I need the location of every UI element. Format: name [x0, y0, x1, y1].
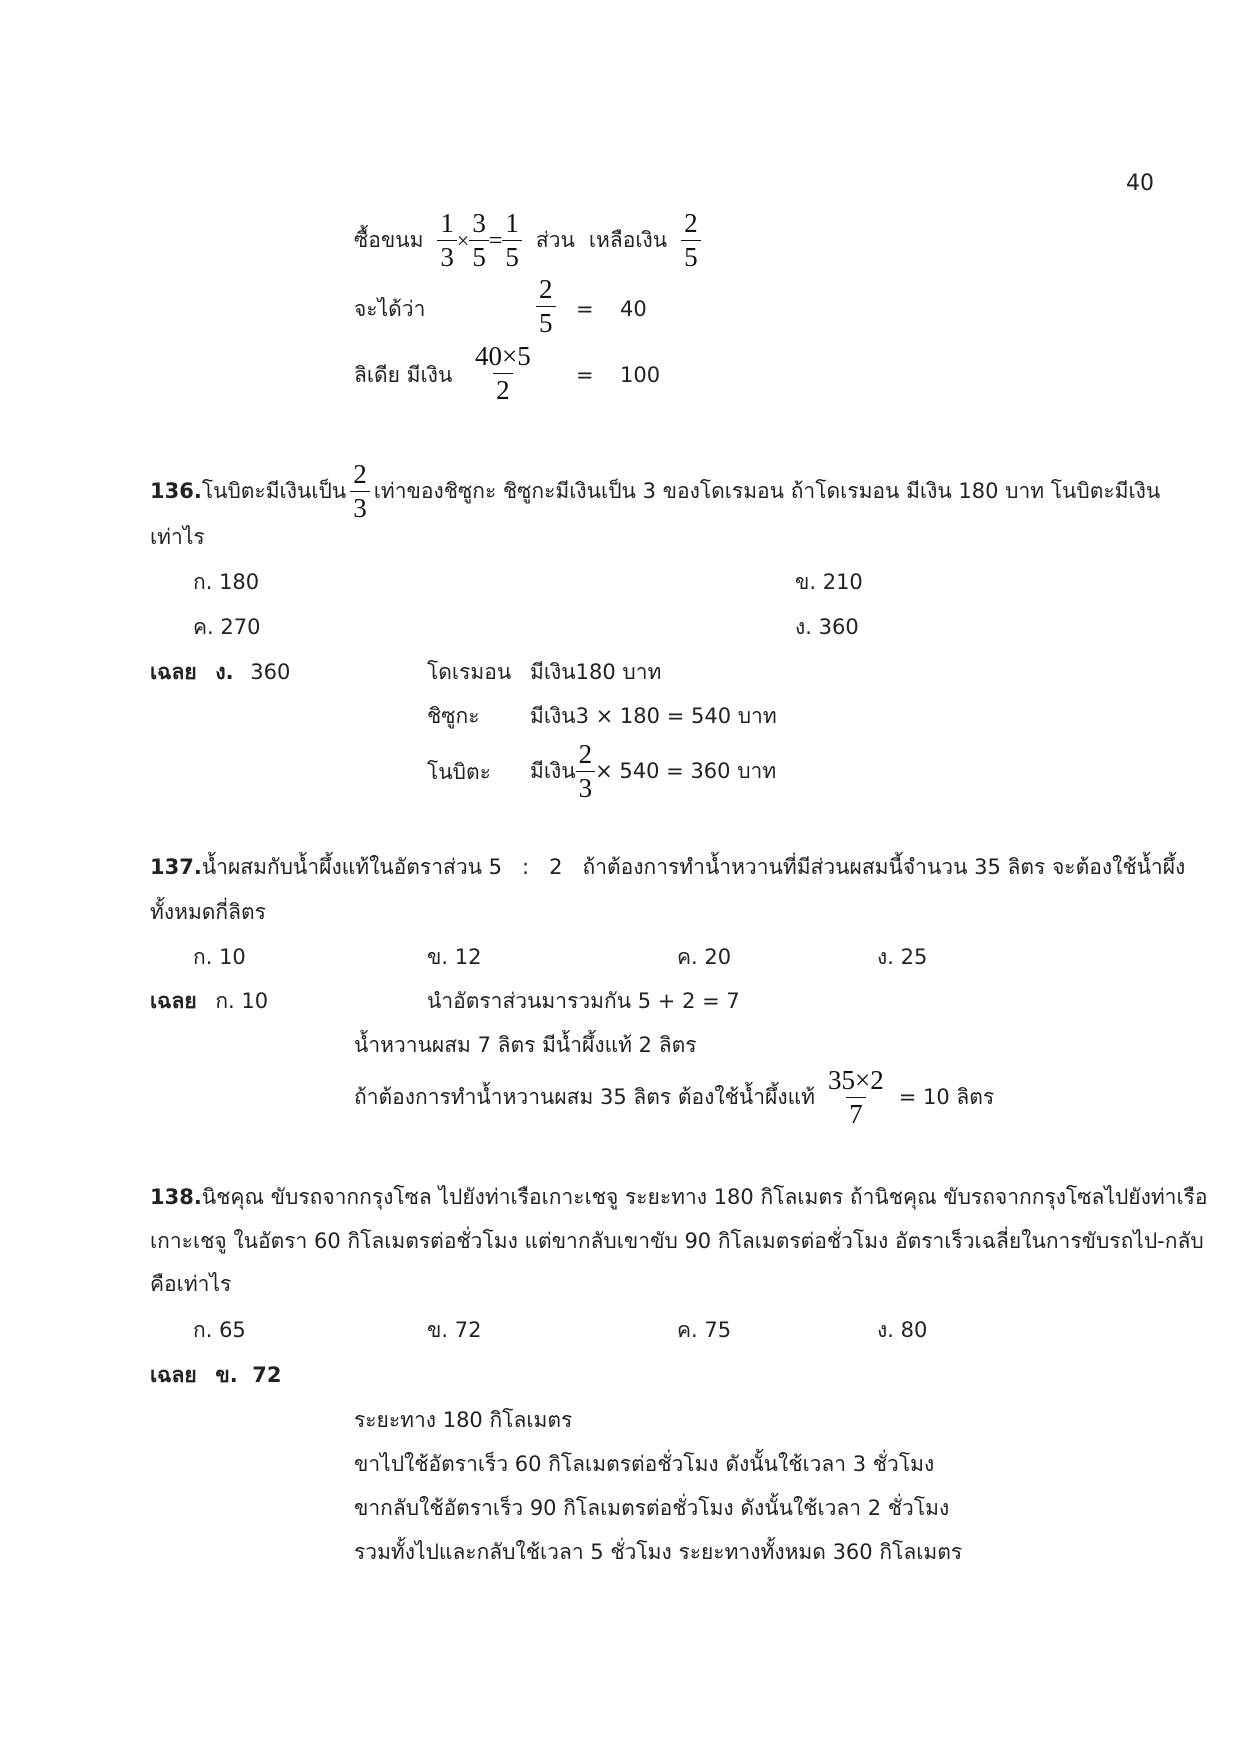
choice-d: ง. 360	[795, 615, 859, 639]
choice-a: ก. 180	[193, 570, 260, 594]
answer-value: ข. 72	[215, 1363, 282, 1387]
question-136	[150, 461, 1160, 522]
work-line: ถ้าต้องการทำน้ำหวานผสม 35 ลิตร ต้องใช้น้ำผึ้งแท้ $\frac{35\times 2}{7}$ = 10 ลิตร	[354, 1065, 995, 1129]
top-work-line-3-fraction: $\frac{40\times 5}{2}$	[475, 341, 531, 405]
top-work-line-1	[354, 210, 701, 271]
question-text-cont: คือเท่าไร	[150, 1272, 232, 1296]
fraction: $\frac{1}{5}$	[502, 210, 522, 271]
page-number: 40	[1126, 171, 1154, 196]
work-calc: มีเงิน $\frac{2}{3}$ × 540 = 360 บาท	[530, 739, 777, 803]
question-fraction: $\frac{2}{3}$	[350, 461, 370, 522]
top-work-line-2-fraction: $\frac{2}{5}$	[536, 276, 556, 337]
remaining-fraction: $\frac{2}{5}$	[681, 210, 701, 271]
equals-sign: =	[576, 363, 594, 387]
choice-d: ง. 80	[877, 1318, 928, 1342]
work-line: ระยะทาง 180 กิโลเมตร	[354, 1408, 573, 1432]
question-text-cont: ทั้งหมดกี่ลิตร	[150, 900, 266, 924]
fraction: $\frac{1}{3}$	[437, 210, 457, 271]
choice-b: ข. 72	[427, 1318, 482, 1342]
answer-letter: ง.	[215, 660, 234, 684]
work-line: น้ำหวานผสม 7 ลิตร มีน้ำผึ้งแท้ 2 ลิตร	[354, 1033, 697, 1057]
question-137	[150, 857, 1185, 878]
answer-138	[150, 1365, 282, 1386]
result-value: 40	[620, 297, 647, 321]
work-line: ขาไปใช้อัตราเร็ว 60 กิโลเมตรต่อชั่วโมง ดังนั้นใช้เวลา 3 ชั่วโมง	[354, 1452, 935, 1476]
choice-c: ค. 20	[677, 945, 732, 969]
work-name: ชิซูกะ	[427, 704, 480, 728]
question-number: 136.	[150, 479, 202, 503]
top-work-label: ซื้อขนม	[354, 228, 424, 252]
question-138	[150, 1187, 1208, 1208]
choice-b: ข. 12	[427, 945, 482, 969]
fraction: $\frac{3}{5}$	[469, 210, 489, 271]
answer-value: ก. 10	[215, 989, 269, 1013]
question-text: โนบิตะมีเงินเป็น	[201, 479, 347, 503]
choice-a: ก. 65	[193, 1318, 246, 1342]
work-line: นำอัตราส่วนมารวมกัน 5 + 2 = 7	[427, 989, 740, 1013]
answer-label: เฉลย	[150, 660, 197, 684]
work-calc: มีเงิน3 × 180 = 540 บาท	[530, 704, 777, 728]
question-text-cont: เท่าไร	[150, 525, 205, 549]
question-text-cont: เกาะเชจู ในอัตรา 60 กิโลเมตรต่อชั่วโมง แต่ขากลับเขาขับ 90 กิโลเมตรต่อชั่วโมง อัตราเร็วเฉลี่ยในการขับรถไป-กลับ	[150, 1229, 1204, 1253]
fraction-product: $\frac{1}{3}$ × $\frac{3}{5}$ = $\frac{1}{5}$	[437, 210, 521, 271]
result-value: 100	[620, 363, 661, 387]
answer-label: เฉลย	[150, 989, 197, 1013]
question-text: เท่าของชิซูกะ ชิซูกะมีเงินเป็น 3 ของโดเรมอน ถ้าโดเรมอน มีเงิน 180 บาท โนบิตะมีเงิน	[373, 479, 1161, 503]
choice-d: ง. 25	[877, 945, 928, 969]
answer-136	[150, 662, 290, 683]
work-name: โนบิตะ	[427, 760, 491, 784]
top-work-line-2-label: จะได้ว่า	[354, 297, 426, 321]
ratio-unit: ส่วน	[535, 228, 575, 252]
top-work-line-3-label: ลิเดีย มีเงิน	[354, 363, 453, 387]
work-calc: มีเงิน180 บาท	[530, 660, 662, 684]
choice-c: ค. 270	[193, 615, 261, 639]
equals-sign: =	[576, 297, 594, 321]
work-line: ขากลับใช้อัตราเร็ว 90 กิโลเมตรต่อชั่วโมง ดังนั้นใช้เวลา 2 ชั่วโมง	[354, 1496, 950, 1520]
choice-b: ข. 210	[795, 570, 863, 594]
answer-137	[150, 991, 268, 1012]
answer-label: เฉลย	[150, 1363, 197, 1387]
choice-a: ก. 10	[193, 945, 246, 969]
question-number: 137.	[150, 855, 202, 879]
work-name: โดเรมอน	[427, 660, 512, 684]
choice-c: ค. 75	[677, 1318, 732, 1342]
work-line: รวมทั้งไปและกลับใช้เวลา 5 ชั่วโมง ระยะทางทั้งหมด 360 กิโลเมตร	[354, 1540, 963, 1564]
answer-value: 360	[250, 660, 291, 684]
remaining-label: เหลือเงิน	[588, 228, 668, 252]
question-text: นิชคุณ ขับรถจากกรุงโซล ไปยังท่าเรือเกาะเชจู ระยะทาง 180 กิโลเมตร ถ้านิชคุณ ขับรถจากกรุงโซลไปยังท่าเรือ	[201, 1185, 1208, 1209]
question-number: 138.	[150, 1185, 202, 1209]
question-text: น้ำผสมกับน้ำผึ้งแท้ในอัตราส่วน 5 : 2 ถ้าต้องการทำน้ำหวานที่มีส่วนผสมนี้จำนวน 35 ลิตร จะต้องใช้น้ำผึ้ง	[201, 855, 1186, 879]
